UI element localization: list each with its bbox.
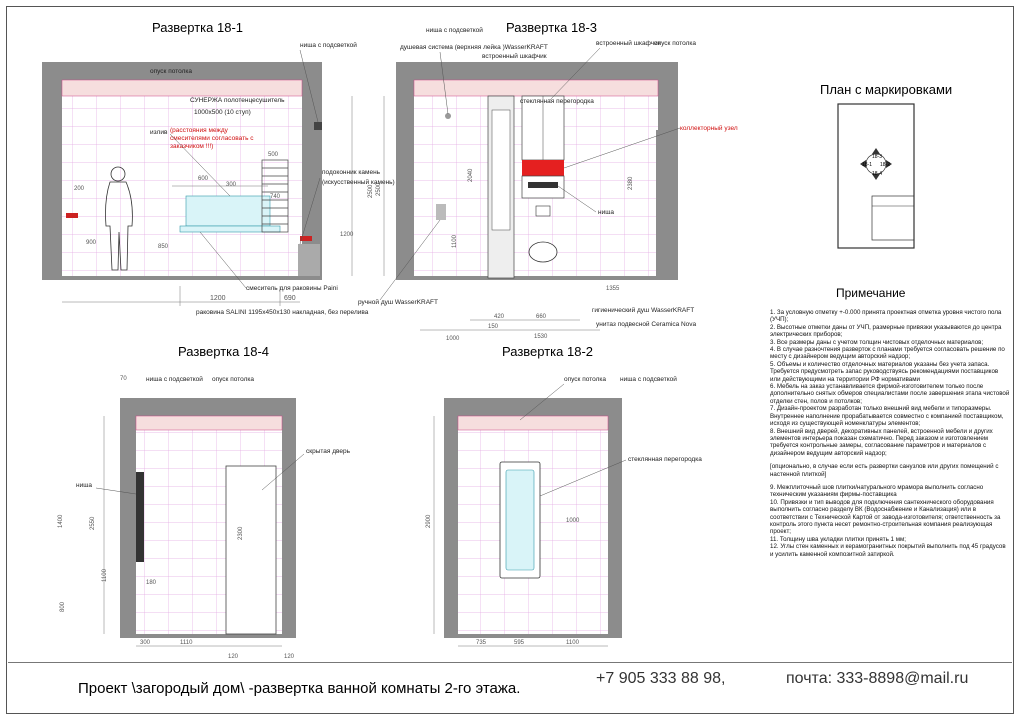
note-item: 2. Высотные отметки даны от УЧП, размерные привязки указываются до центра электрических приборов; bbox=[770, 323, 1002, 339]
label-gig-dush: гигиенический душ WasserKRAFT bbox=[592, 307, 695, 314]
label-podokonnik2: (искусственный камень) bbox=[322, 179, 395, 186]
plan-mark-18-1: 18-1 bbox=[862, 162, 873, 168]
label-opusk: опуск потолка bbox=[654, 40, 696, 47]
label-unitaz: унитаз подвесной Ceramica Nova bbox=[596, 321, 697, 328]
dim-label: 120 bbox=[228, 654, 239, 660]
view-title-18-3: Развертка 18-3 bbox=[506, 20, 598, 35]
dim-label: 2300 bbox=[238, 526, 244, 540]
elevation-18-4 bbox=[58, 375, 351, 660]
note-item: 5. Объемы и количество отделочных материалов указаны без учета запаса. Требуется предусмотреть запас руководствуясь рекомендациями поставщиков или действующими на территории РФ нормативами bbox=[770, 360, 999, 383]
dim-label: 2500 bbox=[368, 184, 374, 198]
label-rakovina: раковина SALINI 1195х450х130 накладная, без перелива bbox=[196, 309, 369, 316]
dim-label: 690 bbox=[284, 295, 296, 302]
note-item: 9. Межплиточный шов плитки/натурального мрамора выполнить согласно техническим указаниям фирмы-поставщика bbox=[770, 483, 984, 499]
collector-unit bbox=[522, 160, 564, 176]
plan-mark-18-2: 18-2 bbox=[880, 162, 891, 168]
niche-4 bbox=[136, 472, 144, 562]
label-opusk: опуск потолка bbox=[564, 376, 606, 383]
label-peregorodka: стеклянная перегородка bbox=[628, 456, 702, 463]
label-dush: душевая система (верхняя лейка )WasserKRAFT bbox=[400, 44, 548, 51]
niche-shelf bbox=[528, 182, 558, 188]
label-opusk: опуск потолка bbox=[150, 68, 192, 75]
floor-plan bbox=[838, 104, 914, 248]
view-title-18-2: Развертка 18-2 bbox=[502, 344, 594, 359]
dim-label: 1100 bbox=[102, 569, 108, 582]
dim-label: 900 bbox=[86, 240, 97, 246]
dim-label: 300 bbox=[140, 640, 151, 646]
dim-label: 150 bbox=[488, 324, 499, 330]
glass-partition bbox=[506, 470, 534, 570]
label-podokonnik: подоконник камень bbox=[322, 169, 381, 176]
note-item: 6. Мебель на заказ устанавливается фирмой-изготовителем только после дополнительно снятых обмеров специалистами после завершения этапа чистовой отделки стен, полов и потолков; bbox=[770, 383, 1010, 405]
dim-label: 800 bbox=[60, 601, 66, 612]
notes-title: Примечание bbox=[836, 286, 906, 300]
label-shkafchik-2: встроенный шкафчик bbox=[596, 40, 661, 47]
dim-label: 1110 bbox=[180, 640, 193, 646]
label-shkafchik: встроенный шкафчик bbox=[482, 53, 547, 60]
hand-shower bbox=[436, 204, 446, 220]
view-title-plan: План с маркировками bbox=[820, 82, 953, 97]
footer-phone: +7 905 333 88 98, bbox=[596, 670, 726, 687]
dim-label: 600 bbox=[198, 176, 209, 182]
label-izliv-note: (расстояния между смесителями согласовать с заказчиком !!!) bbox=[170, 127, 254, 150]
ceiling-drop bbox=[414, 80, 658, 96]
dim-label: 1100 bbox=[566, 640, 579, 646]
label-peregorodka: стеклянная перегородка bbox=[520, 98, 594, 105]
ceiling-drop bbox=[136, 416, 282, 430]
dim-label: 1200 bbox=[210, 295, 226, 302]
dim-label: 70 bbox=[120, 376, 127, 382]
hidden-door bbox=[226, 466, 276, 634]
label-ruchnoi-dush: ручной душ WasserKRAFT bbox=[358, 299, 438, 306]
notes-block bbox=[770, 309, 1010, 558]
note-item: 11. Толщину шва укладки плитки принять 1 мм; bbox=[770, 535, 906, 543]
note-item: 4. В случае разночтения разверток с планами требуется согласовать решение по месту с дизайнером ведущим авторский надзор; bbox=[770, 346, 1005, 361]
elevation-18-3 bbox=[358, 26, 738, 342]
label-nisha: ниша с подсветкой bbox=[300, 42, 357, 49]
plan-mark-18-3: 18-3 bbox=[872, 154, 883, 160]
label-nisha-3: ниша bbox=[598, 209, 615, 216]
dim-label: 1355 bbox=[606, 286, 620, 292]
note-item: 3. Все размеры даны с учетом толщин чистовых отделочных материалов; bbox=[770, 338, 984, 346]
elevation-18-2 bbox=[426, 375, 702, 646]
dim-label: 2380 bbox=[628, 176, 634, 190]
label-kollektor: коллекторный узел bbox=[680, 125, 738, 132]
footer-divider bbox=[8, 662, 1012, 663]
niche-light bbox=[314, 122, 322, 130]
label-dver: скрытая дверь bbox=[306, 448, 351, 455]
dim-label: 2900 bbox=[426, 514, 432, 528]
dim-label: 180 bbox=[146, 580, 157, 586]
footer-mail: почта: 333-8898@mail.ru bbox=[786, 670, 969, 687]
elevation-18-1 bbox=[42, 41, 395, 316]
dim-label: 500 bbox=[268, 152, 279, 158]
dim-label: 1530 bbox=[534, 334, 548, 340]
label-nisha: ниша с подсветкой bbox=[620, 376, 677, 383]
footer-title: Проект \загородый дом\ -развертка ванной комнаты 2-го этажа. bbox=[78, 680, 521, 697]
floor-line bbox=[120, 634, 296, 638]
note-item: [опционально, в случае если есть развертки санузлов или других помещений с настенной плиткой] bbox=[770, 463, 999, 478]
dim-label: 595 bbox=[514, 640, 525, 646]
ceiling-drop bbox=[458, 416, 608, 430]
label-opusk: опуск потолка bbox=[212, 376, 254, 383]
label-nisha-4: ниша bbox=[76, 482, 93, 489]
dim-label: 1100 bbox=[452, 235, 458, 248]
wall-hung-toilet bbox=[529, 242, 557, 262]
dim-label: 300 bbox=[226, 182, 237, 188]
dim-label: 420 bbox=[494, 314, 505, 320]
label-sunerzha-size: 1000х500 (10 ступ) bbox=[194, 109, 251, 116]
label-sunerzha: СУНЕРЖА полотенцесушитель bbox=[190, 97, 285, 104]
plan-mark-18-4: 18-4 bbox=[872, 171, 883, 177]
floor-line bbox=[444, 634, 622, 638]
note-item: 8. Внешний вид дверей, декоративных панелей, встроенной мебели и других элементов интерьера показан схематично. Перед заказом и изготовлением требуется контрольные замеры, согласование параметров и материалов с дизайнером ведущим авторский надзор; bbox=[770, 427, 993, 457]
window-sill bbox=[298, 244, 320, 276]
glass-partition-inner bbox=[492, 110, 510, 230]
sink-countertop bbox=[180, 226, 280, 232]
wall-step bbox=[656, 130, 678, 276]
dim-label: 740 bbox=[270, 194, 281, 200]
dim-label: 200 bbox=[74, 186, 85, 192]
label-smesitel: смеситель для раковины Paini bbox=[246, 285, 338, 292]
mirror bbox=[186, 196, 270, 226]
floor-line bbox=[42, 276, 322, 280]
view-title-18-4: Развертка 18-4 bbox=[178, 344, 270, 359]
note-item: 1. За условную отметку +-0.000 принята проектная отметка уровня чистого пола (УЧП); bbox=[770, 309, 1002, 324]
note-item: 7. Дизайн-проектом разработан только внешний вид мебели и типоразмеры. Внутреннее наполнение прорабатывается совместно с компанией поставщиком, исходя из существующей номенклатуры элементов; bbox=[770, 405, 1004, 428]
dim-label: 1000 bbox=[566, 518, 580, 524]
view-title-18-1: Развертка 18-1 bbox=[152, 20, 244, 35]
note-item: 12. Углы стен каменных и керамогранитных покрытий выполнить под 45 градусов и усилить каменной композитной затиркой. bbox=[770, 543, 1006, 558]
wall-step bbox=[396, 136, 414, 276]
dim-label: 120 bbox=[284, 654, 295, 660]
note-item: 10. Привязки и тип выводов для подключения сантехнического оборудования выполнить согласно разделу ВК (Водоснабжение и Канализация) или в соответствии с Технической Картой от завода-изготовителя; ответственность за контроль этого пункта несет ремонтно-строительная компания реализующая проект; bbox=[770, 498, 1001, 536]
socket-icon bbox=[66, 213, 78, 218]
label-nisha: ниша с подсветкой bbox=[146, 376, 203, 383]
dim-label: 1000 bbox=[446, 336, 460, 342]
flush-button bbox=[536, 206, 550, 216]
ceiling-drop bbox=[62, 80, 302, 96]
dim-label: 735 bbox=[476, 640, 487, 646]
dim-label: 660 bbox=[536, 314, 547, 320]
dim-label: 2040 bbox=[468, 168, 474, 182]
label-nisha: ниша с подсветкой bbox=[426, 27, 483, 34]
dim-label: 2550 bbox=[90, 516, 96, 530]
dim-label: 1400 bbox=[58, 514, 64, 528]
dim-label: 2500 bbox=[376, 182, 382, 196]
label-izliv: излив bbox=[150, 129, 168, 136]
dim-label: 1200 bbox=[340, 232, 354, 238]
dim-label: 850 bbox=[158, 244, 169, 250]
